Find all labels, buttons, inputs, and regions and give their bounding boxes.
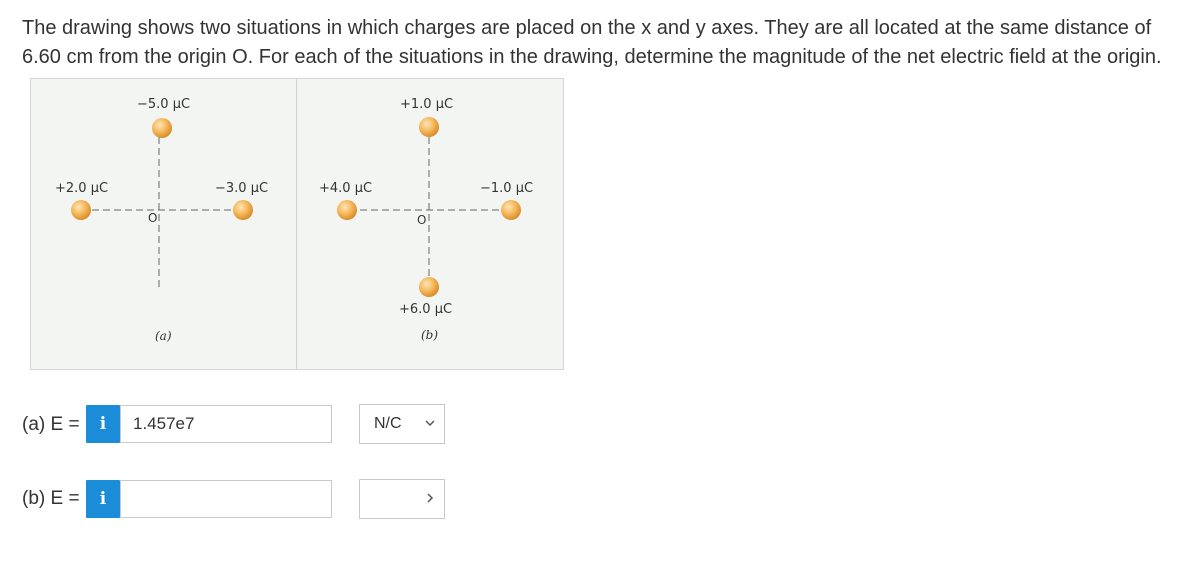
answer-a-label: (a) E = (22, 414, 80, 435)
origin-label-a: O (148, 211, 158, 225)
figure-divider (296, 79, 297, 369)
charge-label-bottom-b: +6.0 μC (399, 302, 453, 317)
answer-b-input[interactable] (120, 480, 332, 518)
charge-right-a (233, 200, 253, 220)
chevron-down-icon (424, 492, 436, 504)
charge-label-top-a: −5.0 μC (137, 97, 191, 112)
charge-label-left-b: +4.0 μC (319, 181, 373, 196)
charges-figure (30, 78, 564, 370)
charge-top-a (152, 118, 172, 138)
charges-diagram (31, 79, 563, 369)
charge-bottom-b (419, 277, 439, 297)
unit-select-a[interactable] (359, 404, 445, 444)
origin-label-b: O (417, 213, 427, 227)
unit-select-b[interactable] (359, 479, 445, 519)
question-text: The drawing shows two situations in which charges are placed on the x and y axes. They are all located at the same distance of 6.60 cm from the origin O. For each of the situations in the drawing, determine the magnitude of the net electric field at the origin. (22, 17, 1162, 68)
charge-label-left-a: +2.0 μC (55, 181, 109, 196)
charge-left-b (337, 200, 357, 220)
chevron-down-icon (424, 417, 436, 429)
charge-label-top-b: +1.0 μC (400, 97, 454, 112)
answer-b-label: (b) E = (22, 488, 80, 509)
caption-b: (b) (421, 328, 439, 342)
info-icon-b[interactable]: i (86, 480, 120, 518)
charge-right-b (501, 200, 521, 220)
charge-label-right-a: −3.0 μC (215, 181, 269, 196)
charge-top-b (419, 117, 439, 137)
unit-select-a-value: N/C (374, 415, 402, 432)
charge-left-a (71, 200, 91, 220)
answer-a-input[interactable] (120, 405, 332, 443)
caption-a: (a) (155, 329, 172, 343)
charge-label-right-b: −1.0 μC (480, 181, 534, 196)
info-icon-a[interactable]: i (86, 405, 120, 443)
